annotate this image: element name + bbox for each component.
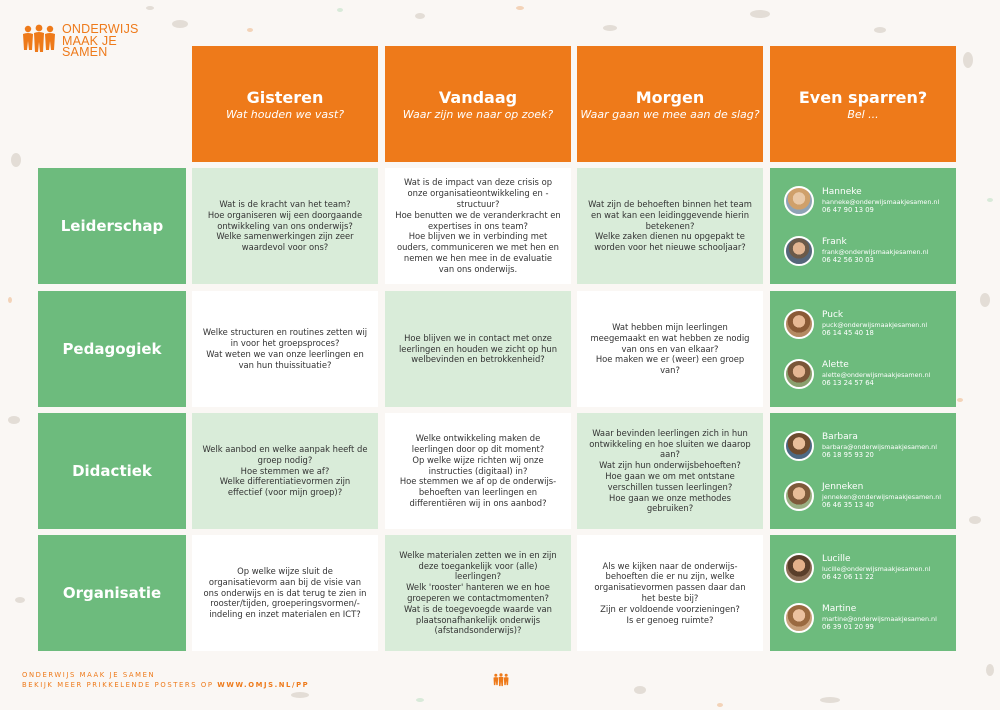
people-logo-icon [22,24,56,54]
avatar [784,186,814,216]
contact-cell [770,291,956,407]
column-header-morgen [577,46,763,162]
row-label-text: Organisatie [62,584,162,602]
row-label-text: Didactiek [72,462,152,480]
avatar [784,481,814,511]
logo-wordmark [62,24,139,59]
contact-phone[interactable]: 06 39 01 20 99 [822,623,874,631]
contact-cell [770,413,956,529]
question-cell [577,535,763,651]
footer-url-link[interactable]: WWW.OMJS.NL/PP [217,681,310,689]
column-subtitle: Wat houden we vast? [225,107,345,121]
contact-phone[interactable]: 06 46 35 13 40 [822,501,874,509]
column-header-gisteren [192,46,378,162]
column-header-even-sparren [770,46,956,162]
question-text: Wat is de impact van deze crisis op onze organisatieontwikkeling en -structuur? Hoe benutten we de veranderkracht en expertises in ons team? Hoe blijven we in verbinding met ouders, communiceren we met hen en nemen we hen mee in de evaluatie van ons onderwijs. [395,177,561,274]
avatar [784,236,814,266]
column-title: Even sparren? [798,87,928,107]
contact-phone[interactable]: 06 42 06 11 22 [822,573,874,581]
contact-name: Frank [822,237,847,247]
question-cell [385,168,571,284]
question-text: Wat is de kracht van het team? Hoe organiseren wij een doorgaande ontwikkeling van ons onderwijs? Welke samenwerkingen zijn zeer waardevol voor ons? [207,199,363,253]
column-header-vandaag [385,46,571,162]
question-cell [577,168,763,284]
question-cell [192,535,378,651]
column-subtitle: Waar gaan we mee aan de slag? [580,107,760,121]
question-text: Wat hebben mijn leerlingen meegemaakt en wat hebben ze nodig van ons en van elkaar? Hoe maken we er (weer) een groep van? [590,322,750,376]
question-text: Welke materialen zetten we in en zijn deze toegankelijk voor (alle) leerlingen? Welk 'rooster' hanteren we en hoe groeperen we contactmomenten? Wat is de toegevoegde waarde van plaatsonafhankelijk onderwijs (afstandsonderwijs)? [399,549,557,636]
question-text: Wat zijn de behoeften binnen het team en wat kan een leidinggevende hierin betekenen? Welke zaken dienen nu opgepakt te worden voor het nieuwe schooljaar? [588,199,752,253]
contact-name: Martine [822,604,857,614]
question-text: Op welke wijze sluit de organisatievorm aan bij de visie van ons onderwijs en is dat terug te zien in rooster/tijden, groeperingsvormen/-indeling en inzet materialen en ICT? [203,566,367,620]
question-cell [385,413,571,529]
contact-person [784,226,956,276]
row-label-pedagogiek [38,291,186,407]
contact-name: Hanneke [822,187,862,197]
contact-email[interactable]: frank@onderwijsmaakjesamen.nl [822,248,929,256]
logo-line-3: SAMEN [62,45,108,59]
column-title: Morgen [635,87,705,107]
contact-email[interactable]: martine@onderwijsmaakjesamen.nl [822,615,937,623]
contact-phone[interactable]: 06 14 45 40 18 [822,329,874,337]
contact-phone[interactable]: 06 42 56 30 03 [822,256,874,264]
question-cell [577,291,763,407]
row-label-leiderschap [38,168,186,284]
avatar [784,431,814,461]
contact-email[interactable]: alette@onderwijsmaakjesamen.nl [822,371,931,379]
contact-person [784,349,956,399]
contact-email[interactable]: lucille@onderwijsmaakjesamen.nl [822,565,931,573]
contact-name: Puck [822,310,844,320]
question-text: Als we kijken naar de onderwijs-behoeften die er nu zijn, welke organisatievormen passen daar dan het beste bij? Zijn er voldoende voorzieningen? Is er genoeg ruimte? [594,560,746,625]
contact-person [784,593,956,643]
row-label-text: Leiderschap [60,217,164,235]
contact-email[interactable]: puck@onderwijsmaakjesamen.nl [822,321,928,329]
question-cell [385,535,571,651]
avatar [784,553,814,583]
contact-phone[interactable]: 06 47 90 13 09 [822,206,874,214]
contact-person [784,471,956,521]
footer-cta-text: BEKIJK MEER PRIKKELENDE POSTERS OP [22,681,218,689]
question-text: Waar bevinden leerlingen zich in hun ontwikkeling en hoe sluiten we daarop aan? Wat zijn hun onderwijsbehoeften? Hoe gaan we om met ontstane verschillen tussen leerlingen? Hoe gaan we onze methodes gebruiken? [589,427,751,514]
column-subtitle: Bel ... [847,107,879,121]
logo-line-1: ONDERWIJS [62,22,139,36]
footer-people-logo-icon [493,672,509,688]
contact-phone[interactable]: 06 13 24 57 64 [822,379,874,387]
question-text: Welk aanbod en welke aanpak heeft de groep nodig? Hoe stemmen we af? Welke differentiatievormen zijn effectief (voor mijn groep)? [202,444,368,498]
footer [22,670,309,690]
brand-logo [22,24,139,59]
footer-cta [22,680,309,690]
question-text: Welke structuren en routines zetten wij in voor het groepsproces? Wat weten we van onze leerlingen en van hun thuissituatie? [202,327,368,370]
contact-phone[interactable]: 06 18 95 93 20 [822,451,874,459]
contact-name: Jenneken [822,482,864,492]
contact-cell [770,168,956,284]
question-cell [385,291,571,407]
contact-person [784,299,956,349]
avatar [784,603,814,633]
question-text: Welke ontwikkeling maken de leerlingen door op dit moment? Op welke wijze richten wij onze instructies (digitaal) in? Hoe stemmen we af op de onderwijs-behoeften van leerlingen en differentiëren wij in ons aanbod? [399,433,557,508]
row-label-didactiek [38,413,186,529]
column-title: Gisteren [246,87,324,107]
contact-person [784,421,956,471]
contact-name: Barbara [822,432,858,442]
row-label-text: Pedagogiek [62,340,162,358]
footer-brand: ONDERWIJS MAAK JE SAMEN [22,671,156,679]
question-text: Hoe blijven we in contact met onze leerlingen en houden we zicht op hun welbevinden en betrokkenheid? [398,332,558,365]
question-cell [192,413,378,529]
logo-line-2: MAAK JE [62,33,117,48]
contact-email[interactable]: hanneke@onderwijsmaakjesamen.nl [822,198,940,206]
row-label-organisatie [38,535,186,651]
contact-person [784,543,956,593]
question-cell [577,413,763,529]
contact-email[interactable]: jenneken@onderwijsmaakjesamen.nl [822,493,942,501]
column-title: Vandaag [438,87,518,107]
contact-name: Alette [822,360,849,370]
question-cell [192,291,378,407]
question-cell [192,168,378,284]
column-subtitle: Waar zijn we naar op zoek? [402,107,554,121]
contact-cell [770,535,956,651]
contact-email[interactable]: barbara@onderwijsmaakjesamen.nl [822,443,937,451]
contact-person [784,176,956,226]
avatar [784,359,814,389]
avatar [784,309,814,339]
contact-name: Lucille [822,554,851,564]
